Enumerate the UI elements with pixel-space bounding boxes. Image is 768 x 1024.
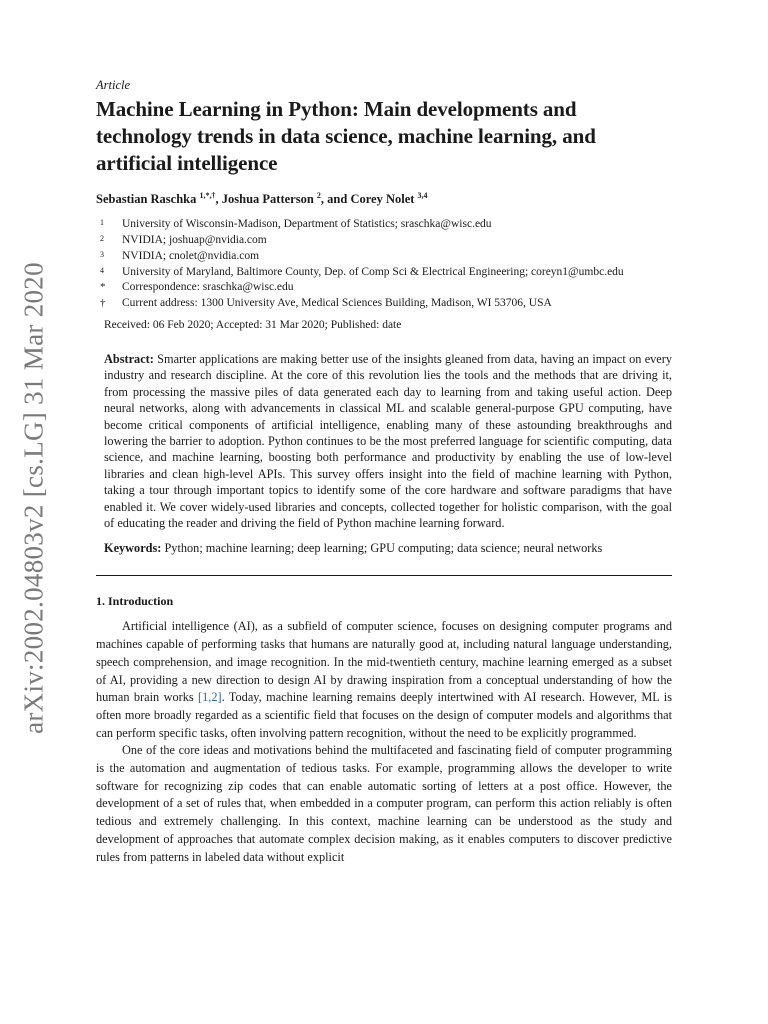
- affiliation-item: [96, 217, 672, 233]
- article-type: Article: [96, 78, 131, 92]
- intro-text: . Today, machine learning remains deeply intertwined with AI research. However, ML is often more broadly regarded as a scientific field that focuses on the design of computer models and algorithms that can perform specific tasks, often involving pattern recognition, without the need to be explicitly programmed.: [96, 690, 672, 740]
- current-address-text: Current address: 1300 University Ave, Medical Sciences Building, Madison, WI 53706, USA: [122, 297, 552, 310]
- author-separator: ,: [215, 192, 222, 207]
- abstract-text: Smarter applications are making better use of the insights gleaned from data, having an impact on every industry and research discipline. At the core of this revolution lies the tools and the methods that are driving it, from processing the massive piles of data generated each day to learning from and taking useful action. Deep neural networks, along with advancements in classical ML and scalable general-purpose GPU computing, have become critical components of artificial intelligence, enabling many of these astounding breakthroughs and lowering the barrier to adoption. Python continues to be the most preferred language for scientific computing, data science, and machine learning, boosting both performance and productivity by enabling the use of low-level libraries and clean high-level APIs. This survey offers insight into the field of machine learning with Python, taking a tour through important topics to identify some of the core hardware and software paradigms that have enabled it. We cover widely-used libraries and concepts, collected together for holistic comparison, with the goal of educating the reader and driving the field of Python machine learning forward.: [104, 351, 672, 530]
- author-separator: , and: [320, 192, 351, 207]
- author-name: Corey Nolet: [350, 192, 415, 207]
- arxiv-side-stamp: [14, 262, 54, 734]
- author-name: Sebastian Raschka: [96, 192, 197, 207]
- keywords-text: Python; machine learning; deep learning; GPU computing; data science; neural networks: [164, 541, 603, 556]
- section-divider: [96, 575, 672, 576]
- current-address-item: [96, 296, 672, 312]
- correspondence-mark: *: [100, 281, 106, 294]
- correspondence-text: Correspondence: sraschka@wisc.edu: [122, 281, 294, 294]
- affiliation-mark: 4: [100, 265, 104, 275]
- affiliation-mark: 2: [100, 233, 104, 243]
- keywords-label: Keywords:: [104, 541, 162, 556]
- keywords: [104, 541, 672, 556]
- section-heading-introduction: 1. Introduction: [96, 594, 174, 609]
- affiliation-mark: 1: [100, 218, 104, 228]
- affiliation-item: [96, 233, 672, 249]
- author-affiliation-marks: 3,4: [417, 191, 428, 200]
- affiliation-text: University of Maryland, Baltimore County, Dep. of Comp Sci & Electrical Engineering; coreyn1@umbc.edu: [122, 265, 624, 278]
- author-name: Joshua Patterson: [221, 192, 314, 207]
- citation-link[interactable]: [1,2]: [198, 690, 222, 705]
- abstract-label: Abstract:: [104, 351, 154, 366]
- affiliation-item: [96, 249, 672, 265]
- affiliation-text: University of Wisconsin-Madison, Department of Statistics; sraschka@wisc.edu: [122, 218, 492, 231]
- affiliation-text: NVIDIA; joshuap@nvidia.com: [122, 233, 267, 246]
- author-affiliation-marks: 2: [316, 191, 321, 200]
- paper-first-page: [96, 78, 672, 866]
- intro-paragraph-1: [96, 618, 672, 742]
- arxiv-identifier: arXiv:2002.04803v2 [cs.LG] 31 Mar 2020: [18, 262, 49, 734]
- current-address-mark: †: [100, 297, 106, 310]
- affiliation-list: [96, 217, 672, 312]
- affiliation-item: [96, 265, 672, 281]
- intro-paragraph-2: One of the core ideas and motivations behind the multifaceted and fascinating field of computer programming is the automation and augmentation of tedious tasks. For example, programming allows the developer to write software for recognizing zip codes that can enable automatic sorting of letters at a post office. However, the development of a set of rules that, when embedded in a computer program, can perform this action reliably is often tedious and extremely challenging. In this context, machine learning can be understood as the study and development of approaches that automate complex decision making, as it enables computers to discover predictive rules from patterns in labeled data without explicit: [96, 743, 672, 864]
- correspondence-item: [96, 280, 672, 296]
- author-affiliation-marks: 1,*,†: [199, 191, 216, 200]
- abstract: [104, 351, 672, 531]
- affiliation-mark: 3: [100, 249, 104, 259]
- publication-dates: Received: 06 Feb 2020; Accepted: 31 Mar 2020; Published: date: [104, 318, 402, 331]
- paper-title: Machine Learning in Python: Main developments and technology trends in data science, machine learning, and artificial intelligence: [96, 97, 596, 175]
- affiliation-text: NVIDIA; cnolet@nvidia.com: [122, 249, 260, 262]
- author-list: [96, 191, 672, 207]
- intro-text: Artificial intelligence (AI), as a subfield of computer science, focuses on designing computer programs and machines capable of performing tasks that humans are naturally good at, including natural language understanding, speech comprehension, and image recognition. In the mid-twentieth century, machine learning emerged as a subset of AI, providing a new direction to design AI by drawing inspiration from a conceptual understanding of how the human brain works: [96, 619, 672, 705]
